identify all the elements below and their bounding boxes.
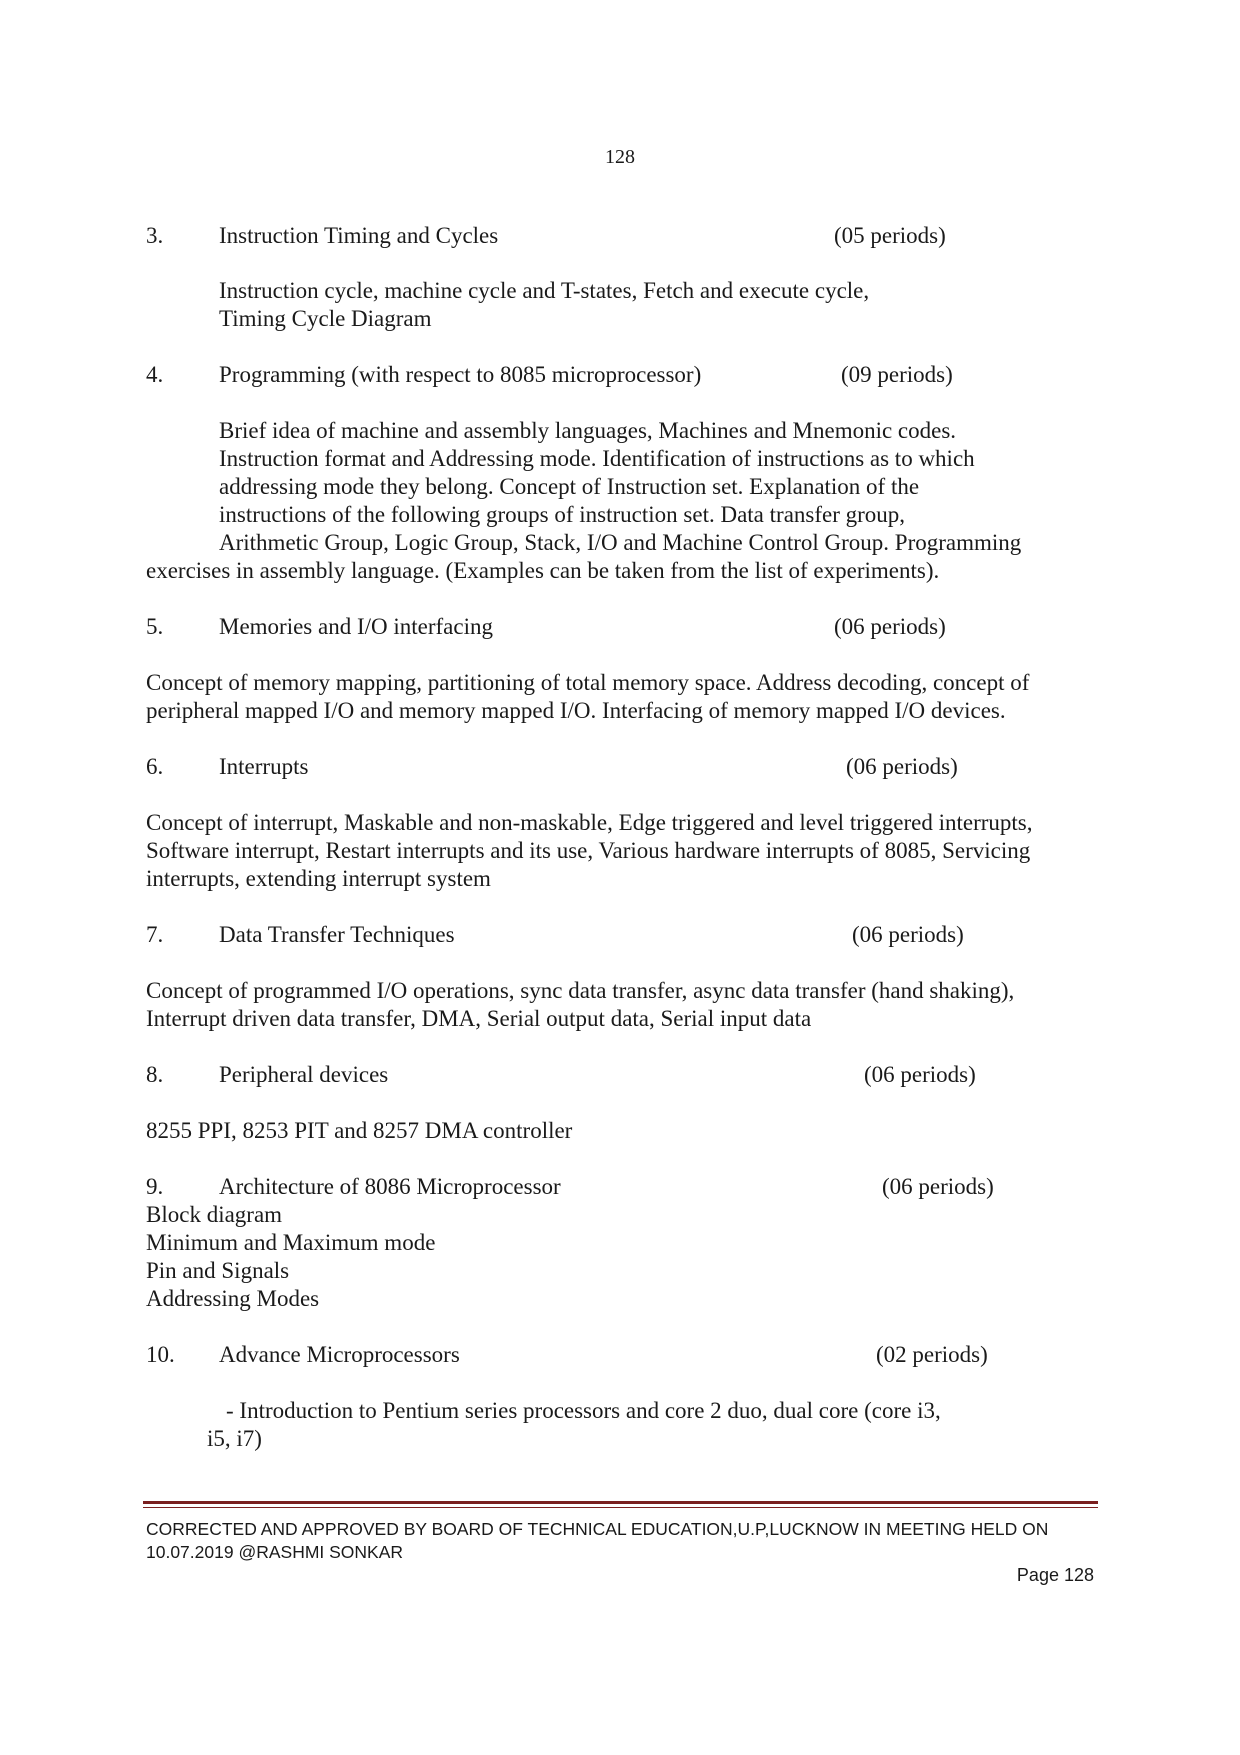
section-5-periods: (06 periods) xyxy=(834,614,946,639)
section-7-periods: (06 periods) xyxy=(852,922,964,947)
section-4-number: 4. xyxy=(146,362,164,387)
section-9-line-1: Block diagram xyxy=(146,1202,283,1227)
section-3-number: 3. xyxy=(146,223,164,248)
section-8-title: Peripheral devices xyxy=(219,1062,389,1087)
footer-line-1: CORRECTED AND APPROVED BY BOARD OF TECHNICAL EDUCATION,U.P,LUCKNOW IN MEETING HELD ON xyxy=(146,1519,1049,1539)
section-10-periods: (02 periods) xyxy=(876,1342,988,1367)
footer-text xyxy=(146,1518,1048,1564)
section-7-line-2: Interrupt driven data transfer, DMA, Serial output data, Serial input data xyxy=(146,1006,812,1031)
page-number-top: 128 xyxy=(605,146,635,168)
section-9-periods: (06 periods) xyxy=(882,1174,994,1199)
section-4-line-6: exercises in assembly language. (Examples can be taken from the list of experiments). xyxy=(146,558,940,583)
section-9-line-3: Pin and Signals xyxy=(146,1258,290,1283)
section-7-title: Data Transfer Techniques xyxy=(219,922,455,947)
section-9-title: Architecture of 8086 Microprocessor xyxy=(219,1174,561,1199)
section-5-title: Memories and I/O interfacing xyxy=(219,614,493,639)
section-3-line-1: Instruction cycle, machine cycle and T-states, Fetch and execute cycle, xyxy=(219,278,870,303)
section-6-line-3: interrupts, extending interrupt system xyxy=(146,866,491,891)
footer-line-2: 10.07.2019 @RASHMI SONKAR xyxy=(146,1542,404,1562)
section-8-line-1: 8255 PPI, 8253 PIT and 8257 DMA controller xyxy=(146,1118,573,1143)
section-4-line-1: Brief idea of machine and assembly languages, Machines and Mnemonic codes. xyxy=(219,418,957,443)
section-4-line-5: Arithmetic Group, Logic Group, Stack, I/O and Machine Control Group. Programming xyxy=(219,530,1022,555)
section-10-number: 10. xyxy=(146,1342,175,1367)
footer-rule-thick xyxy=(143,1501,1098,1504)
section-3-periods: (05 periods) xyxy=(834,223,946,248)
section-6-number: 6. xyxy=(146,754,164,779)
section-7-line-1: Concept of programmed I/O operations, sync data transfer, async data transfer (hand shaking), xyxy=(146,978,1015,1003)
page-label: Page 128 xyxy=(1016,1565,1094,1585)
section-6-line-2: Software interrupt, Restart interrupts and its use, Various hardware interrupts of 8085, Servicing xyxy=(146,838,1031,863)
section-8-number: 8. xyxy=(146,1062,164,1087)
section-4-line-2: Instruction format and Addressing mode. Identification of instructions as to which xyxy=(219,446,975,471)
section-4-periods: (09 periods) xyxy=(841,362,953,387)
section-5-line-2: peripheral mapped I/O and memory mapped I/O. Interfacing of memory mapped I/O devices. xyxy=(146,698,1006,723)
section-8-periods: (06 periods) xyxy=(864,1062,976,1087)
section-3-title: Instruction Timing and Cycles xyxy=(219,223,499,248)
section-5-number: 5. xyxy=(146,614,164,639)
section-6-title: Interrupts xyxy=(219,754,309,779)
section-4-line-4: instructions of the following groups of instruction set. Data transfer group, xyxy=(219,502,906,527)
footer-rule-thin xyxy=(143,1507,1098,1508)
section-3-line-2: Timing Cycle Diagram xyxy=(219,306,432,331)
section-7-number: 7. xyxy=(146,922,164,947)
section-6-line-1: Concept of interrupt, Maskable and non-maskable, Edge triggered and level triggered interrupts, xyxy=(146,810,1033,835)
section-10-line-2: i5, i7) xyxy=(207,1426,262,1451)
section-10-title: Advance Microprocessors xyxy=(219,1342,460,1367)
section-9-line-4: Addressing Modes xyxy=(146,1286,320,1311)
section-4-line-3: addressing mode they belong. Concept of Instruction set. Explanation of the xyxy=(219,474,920,499)
section-5-line-1: Concept of memory mapping, partitioning of total memory space. Address decoding, concept of xyxy=(146,670,1030,695)
section-4-title: Programming (with respect to 8085 microprocessor) xyxy=(219,362,702,387)
section-9-line-2: Minimum and Maximum mode xyxy=(146,1230,436,1255)
section-9-number: 9. xyxy=(146,1174,164,1199)
section-10-line-1: - Introduction to Pentium series processors and core 2 duo, dual core (core i3, xyxy=(226,1398,941,1423)
section-6-periods: (06 periods) xyxy=(846,754,958,779)
